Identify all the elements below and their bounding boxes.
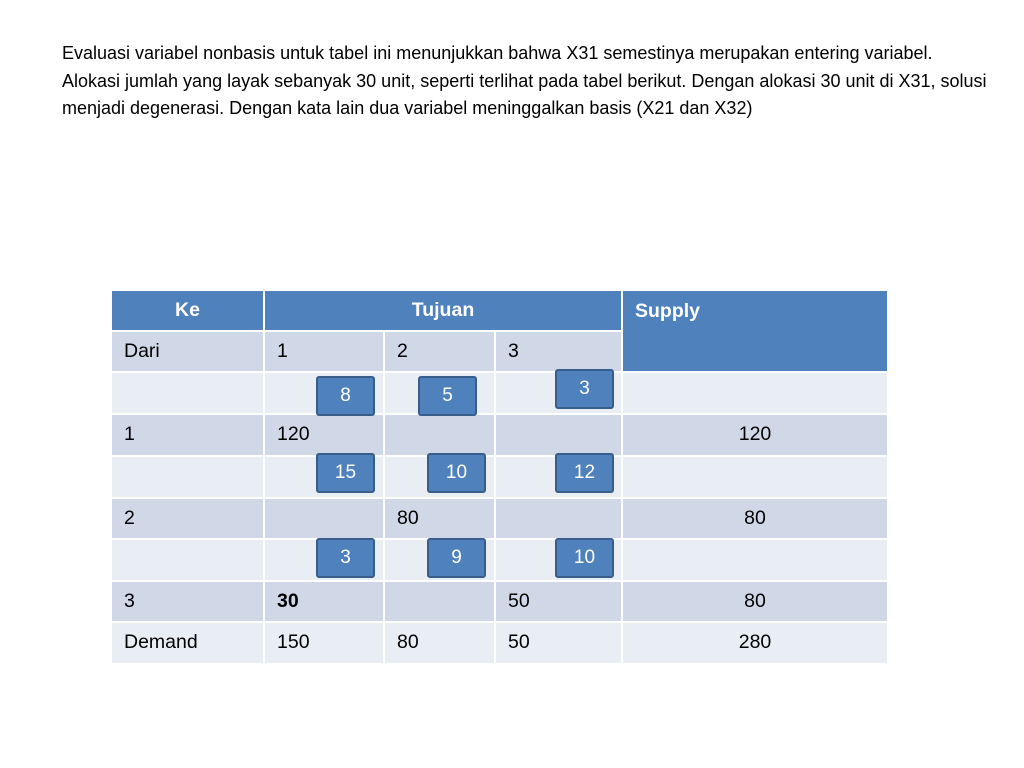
entering-allocation-cell: 30 [265,582,383,621]
allocation-cell [385,582,494,621]
allocation-cell [496,415,621,455]
header-supply: Supply [623,291,887,371]
allocation-cell: 120 [265,415,383,455]
header-ke: Ke [112,291,263,330]
cost-row-blank [623,540,887,580]
supply-cell: 80 [623,499,887,538]
allocation-cell: 80 [385,499,494,538]
dari-label: Dari [112,332,263,371]
dest-label: 1 [265,332,383,371]
demand-label: Demand [112,623,263,663]
intro-paragraph: Evaluasi variabel nonbasis untuk tabel ini menunjukkan bahwa X31 semestinya merupakan entering variabel. Alokasi jumlah yang layak sebanyak 30 unit, seperti terlihat pada tabel berikut. Dengan alokasi 30 unit di X31, solusi menjadi degenerasi. Dengan kata lain dua variabel meninggalkan basis (X21 dan X32) [62,43,987,118]
dest-label: 3 [496,332,621,371]
cost-box: 5 [418,376,477,416]
cost-box: 3 [316,538,375,578]
allocation-cell [385,415,494,455]
allocation-cell: 50 [496,582,621,621]
dest-label: 2 [385,332,494,371]
cost-box: 10 [427,453,486,493]
source-label: 2 [112,499,263,538]
supply-cell: 120 [623,415,887,455]
cost-row-blank [623,457,887,497]
supply-cell: 80 [623,582,887,621]
header-tujuan: Tujuan [265,291,621,330]
cost-box: 12 [555,453,614,493]
cost-row-blank [112,540,263,580]
cost-box: 8 [316,376,375,416]
demand-cell: 80 [385,623,494,663]
demand-cell: 50 [496,623,621,663]
cost-box: 3 [555,369,614,409]
cost-row-blank [112,373,263,413]
demand-cell: 150 [265,623,383,663]
allocation-cell [265,499,383,538]
total-cell: 280 [623,623,887,663]
cost-row-blank [112,457,263,497]
cost-row-blank [623,373,887,413]
cost-box: 9 [427,538,486,578]
source-label: 3 [112,582,263,621]
allocation-cell [496,499,621,538]
cost-box: 10 [555,538,614,578]
cost-box: 15 [316,453,375,493]
source-label: 1 [112,415,263,455]
